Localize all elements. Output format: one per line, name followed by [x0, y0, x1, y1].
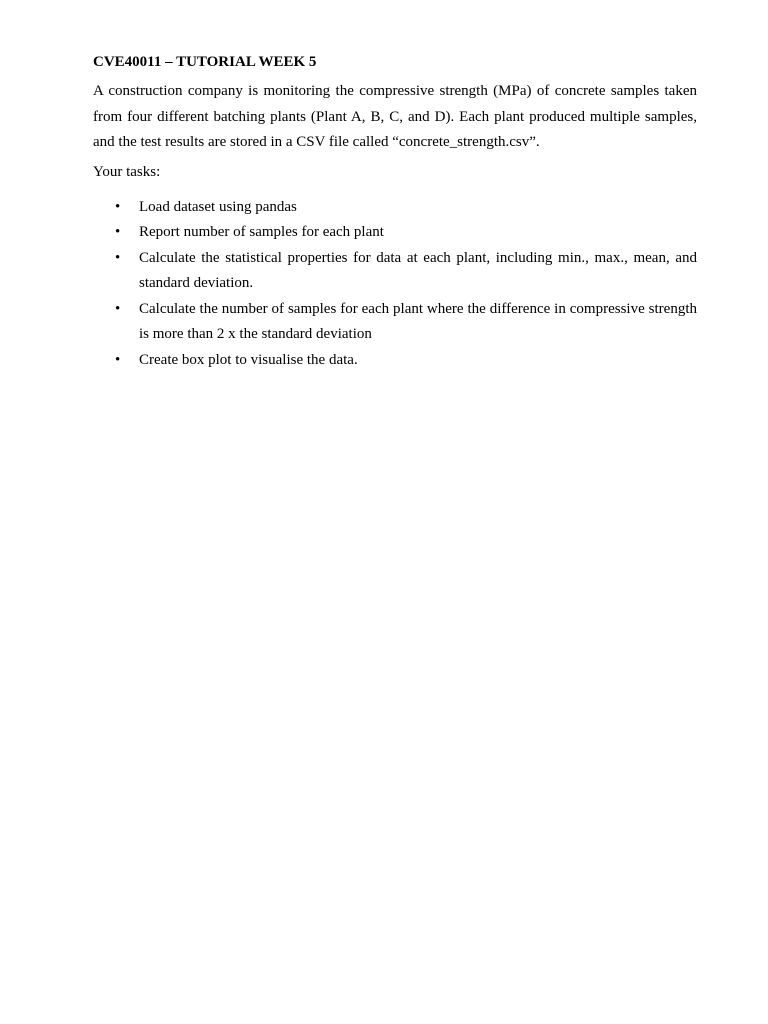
task-item: [93, 220, 697, 246]
task-item: [93, 348, 697, 374]
task-text: Report number of samples for each plant: [139, 224, 384, 240]
task-item: [93, 246, 697, 297]
bullet-icon: •: [115, 198, 121, 215]
bullet-icon: •: [115, 351, 121, 368]
task-item: [93, 297, 697, 348]
task-text: Calculate the statistical properties for data at each plant, including min., max., mean, and standard deviation.: [139, 249, 697, 291]
task-list: [93, 195, 697, 374]
intro-paragraph: A construction company is monitoring the compressive strength (MPa) of concrete samples taken from four different batching plants (Plant A, B, C, and D). Each plant produced multiple samples, and the test results are stored in a CSV file called “concrete_strength.csv”.: [93, 83, 697, 150]
bullet-icon: •: [115, 224, 121, 240]
task-text: Load dataset using pandas: [139, 198, 297, 215]
task-text: Calculate the number of samples for each plant where the difference in compressive strength is more than 2 x the standard deviation: [139, 300, 697, 342]
bullet-icon: •: [115, 249, 121, 266]
document-page: [93, 51, 697, 373]
document-title: CVE40011 – TUTORIAL WEEK 5: [93, 54, 317, 70]
bullet-icon: •: [115, 300, 121, 317]
task-text: Create box plot to visualise the data.: [139, 351, 358, 368]
task-item: [93, 195, 697, 221]
tasks-label: Your tasks:: [93, 163, 161, 180]
